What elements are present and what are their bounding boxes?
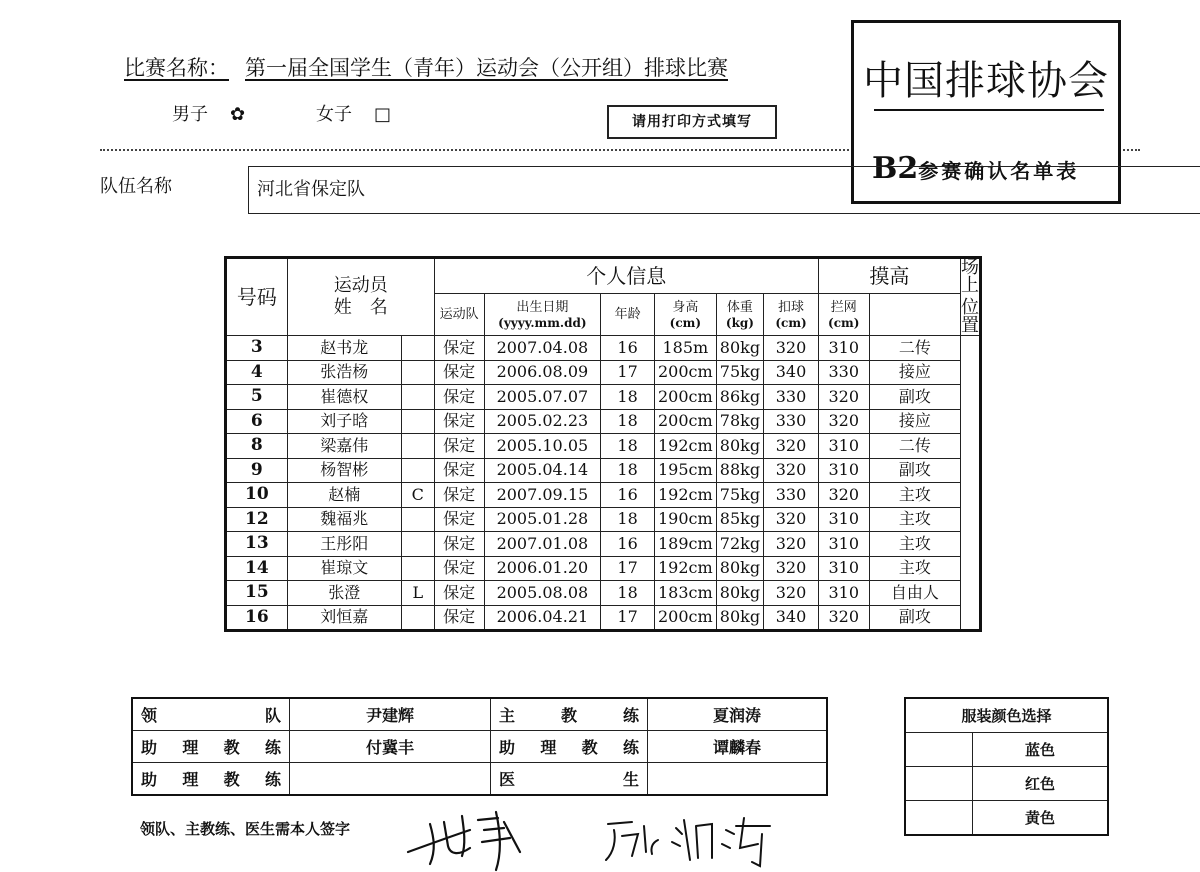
- cell-team: 保定: [434, 360, 484, 385]
- male-option[interactable]: [172, 100, 245, 126]
- header-block: [818, 294, 869, 336]
- assistant2-field[interactable]: 谭麟春: [648, 731, 828, 763]
- table-row: [226, 605, 981, 631]
- cell-spike: 320: [764, 581, 819, 606]
- print-instruction: 请用打印方式填写: [607, 105, 777, 139]
- cell-weight: 75kg: [716, 360, 764, 385]
- cell-age: 17: [601, 360, 655, 385]
- table-row: [226, 556, 981, 581]
- header-team: 运动队: [434, 294, 484, 336]
- cell-weight: 88kg: [716, 458, 764, 483]
- cell-age: 18: [601, 458, 655, 483]
- form-code: B2: [872, 151, 919, 186]
- signature-leader-icon: [408, 812, 520, 870]
- cell-team: 保定: [434, 409, 484, 434]
- cell-team: 保定: [434, 336, 484, 361]
- cell-block: 310: [818, 458, 869, 483]
- cell-spike: 340: [764, 360, 819, 385]
- cell-spike: 320: [764, 507, 819, 532]
- cell-weight: 78kg: [716, 409, 764, 434]
- header-weight: [716, 294, 764, 336]
- leader-field[interactable]: 尹建辉: [290, 698, 491, 731]
- cell-pos: 主攻: [869, 556, 960, 581]
- table-row: [226, 458, 981, 483]
- table-row: [226, 360, 981, 385]
- cell-name: 赵楠: [287, 483, 401, 508]
- cell-name: 杨智彬: [287, 458, 401, 483]
- signature-coach-icon: [606, 818, 770, 866]
- header-height-unit: (cm): [669, 315, 702, 330]
- cell-block: 310: [818, 556, 869, 581]
- uniform-color-table: [904, 697, 1109, 836]
- cell-block: 310: [818, 336, 869, 361]
- cell-role: [401, 409, 434, 434]
- header-height-label: 身高: [672, 299, 699, 315]
- cell-birth: 2006.08.09: [484, 360, 600, 385]
- cell-block: 310: [818, 532, 869, 557]
- cell-no: 10: [226, 483, 288, 508]
- cell-team: 保定: [434, 605, 484, 631]
- cell-weight: 80kg: [716, 556, 764, 581]
- cell-no: 14: [226, 556, 288, 581]
- cell-team: 保定: [434, 385, 484, 410]
- cell-birth: 2007.09.15: [484, 483, 600, 508]
- cell-birth: 2005.10.05: [484, 434, 600, 459]
- cell-no: 12: [226, 507, 288, 532]
- female-option[interactable]: [316, 100, 391, 126]
- table-row: [226, 434, 981, 459]
- header-position: [961, 258, 981, 336]
- cell-birth: 2005.07.07: [484, 385, 600, 410]
- header-block-unit: (cm): [828, 315, 860, 330]
- cell-weight: 75kg: [716, 483, 764, 508]
- cell-no: 13: [226, 532, 288, 557]
- cell-block: 320: [818, 605, 869, 631]
- cell-pos: 副攻: [869, 458, 960, 483]
- table-row: [226, 385, 981, 410]
- cell-pos: 副攻: [869, 385, 960, 410]
- cell-height: 185m: [655, 336, 717, 361]
- header-position-line2: 位置: [961, 297, 979, 336]
- cell-height: 189cm: [655, 532, 717, 557]
- header-birth-label: 出生日期: [516, 299, 569, 315]
- header-weight-unit: (kg): [725, 315, 754, 330]
- cell-pos: 二传: [869, 336, 960, 361]
- cell-height: 200cm: [655, 360, 717, 385]
- cell-spike: 330: [764, 483, 819, 508]
- female-checkbox-icon[interactable]: □: [374, 104, 392, 125]
- cell-no: 9: [226, 458, 288, 483]
- header-number: 号码: [226, 258, 288, 336]
- cell-team: 保定: [434, 507, 484, 532]
- cell-pos: 副攻: [869, 605, 960, 631]
- cell-role: [401, 385, 434, 410]
- cell-weight: 80kg: [716, 434, 764, 459]
- cell-name: 刘恒嘉: [287, 605, 401, 631]
- handwritten-signatures: [400, 800, 780, 872]
- cell-name: 梁嘉伟: [287, 434, 401, 459]
- cell-role: [401, 507, 434, 532]
- cell-block: 320: [818, 483, 869, 508]
- cell-age: 18: [601, 507, 655, 532]
- cell-birth: 2006.04.21: [484, 605, 600, 631]
- signature-note: 领队、主教练、医生需本人签字: [140, 820, 351, 838]
- leader-label: 领队: [132, 698, 290, 731]
- cell-block: 320: [818, 409, 869, 434]
- cell-spike: 320: [764, 336, 819, 361]
- header-birth-format: (yyyy.mm.dd): [498, 315, 587, 330]
- staff-table: [131, 697, 828, 796]
- cell-spike: 320: [764, 532, 819, 557]
- header-personal-info: 个人信息: [434, 258, 818, 294]
- female-label: 女子: [316, 104, 352, 125]
- cell-spike: 320: [764, 556, 819, 581]
- cell-height: 200cm: [655, 409, 717, 434]
- team-name-label: 队伍名称: [100, 176, 172, 197]
- competition-title: [124, 52, 728, 82]
- cell-team: 保定: [434, 556, 484, 581]
- uniform-check-red[interactable]: [905, 767, 973, 801]
- cell-role: [401, 434, 434, 459]
- cell-birth: 2005.08.08: [484, 581, 600, 606]
- association-name: 中国排球协会: [863, 58, 1109, 104]
- cell-birth: 2005.01.28: [484, 507, 600, 532]
- header-athlete-line1: 运动员: [333, 275, 388, 296]
- doctor-field[interactable]: [648, 763, 828, 796]
- cell-birth: 2006.01.20: [484, 556, 600, 581]
- cell-team: 保定: [434, 434, 484, 459]
- competition-name: 第一届全国学生（青年）运动会（公开组）排球比赛: [245, 56, 728, 80]
- assistant1-field[interactable]: 付冀丰: [290, 731, 491, 763]
- uniform-color-yellow: 黄色: [973, 801, 1109, 836]
- cell-block: 310: [818, 507, 869, 532]
- cell-block: 320: [818, 385, 869, 410]
- cell-age: 16: [601, 532, 655, 557]
- assistant2-label: 助理教练: [491, 731, 648, 763]
- table-row: [226, 507, 981, 532]
- team-name-value: 河北省保定队: [257, 179, 365, 200]
- cell-name: 张澄: [287, 581, 401, 606]
- cell-age: 18: [601, 385, 655, 410]
- cell-role: L: [401, 581, 434, 606]
- header-spike-label: 扣球: [778, 299, 805, 315]
- cell-age: 18: [601, 581, 655, 606]
- uniform-color-blue: 蓝色: [973, 733, 1109, 767]
- cell-height: 200cm: [655, 605, 717, 631]
- cell-no: 15: [226, 581, 288, 606]
- header-athlete: [287, 258, 434, 336]
- uniform-title: 服装颜色选择: [905, 698, 1108, 733]
- cell-role: [401, 360, 434, 385]
- cell-height: 192cm: [655, 434, 717, 459]
- cell-age: 17: [601, 605, 655, 631]
- cell-role: C: [401, 483, 434, 508]
- cell-pos: 主攻: [869, 532, 960, 557]
- cell-role: [401, 336, 434, 361]
- cell-height: 183cm: [655, 581, 717, 606]
- cell-age: 18: [601, 409, 655, 434]
- brand-rule: [874, 109, 1104, 111]
- header-height: [655, 294, 717, 336]
- cell-pos: 二传: [869, 434, 960, 459]
- cell-spike: 340: [764, 605, 819, 631]
- header-spike: [764, 294, 819, 336]
- competition-label: 比赛名称：: [124, 56, 229, 80]
- assistant3-label: 助理教练: [132, 763, 290, 796]
- cell-team: 保定: [434, 458, 484, 483]
- cell-pos: 接应: [869, 409, 960, 434]
- cell-block: 310: [818, 581, 869, 606]
- cell-role: [401, 458, 434, 483]
- cell-no: 5: [226, 385, 288, 410]
- table-row: [226, 483, 981, 508]
- header-weight-label: 体重: [726, 299, 753, 315]
- cell-role: [401, 605, 434, 631]
- cell-no: 8: [226, 434, 288, 459]
- cell-weight: 80kg: [716, 581, 764, 606]
- cell-age: 18: [601, 434, 655, 459]
- cell-pos: 主攻: [869, 483, 960, 508]
- head-coach-label: 主教练: [491, 698, 648, 731]
- cell-no: 16: [226, 605, 288, 631]
- cell-age: 16: [601, 336, 655, 361]
- cell-spike: 330: [764, 409, 819, 434]
- cell-height: 195cm: [655, 458, 717, 483]
- cell-name: 崔德权: [287, 385, 401, 410]
- male-checkbox-icon[interactable]: ✿: [230, 104, 246, 125]
- doctor-label: 医生: [491, 763, 648, 796]
- cell-height: 190cm: [655, 507, 717, 532]
- uniform-color-red: 红色: [973, 767, 1109, 801]
- uniform-check-blue[interactable]: [905, 733, 973, 767]
- cell-age: 17: [601, 556, 655, 581]
- cell-name: 张浩杨: [287, 360, 401, 385]
- table-row: [226, 532, 981, 557]
- cell-pos: 主攻: [869, 507, 960, 532]
- cell-spike: 320: [764, 434, 819, 459]
- cell-name: 崔琼文: [287, 556, 401, 581]
- header-reach: 摸高: [818, 258, 960, 294]
- header-block-label: 拦网: [830, 299, 857, 315]
- cell-height: 192cm: [655, 556, 717, 581]
- cell-team: 保定: [434, 581, 484, 606]
- team-name-field[interactable]: [248, 166, 1200, 214]
- form-title-text: 参赛确认名单表: [918, 159, 1080, 183]
- cell-spike: 320: [764, 458, 819, 483]
- cell-height: 192cm: [655, 483, 717, 508]
- uniform-check-yellow[interactable]: [905, 801, 973, 836]
- cell-weight: 85kg: [716, 507, 764, 532]
- cell-birth: 2005.02.23: [484, 409, 600, 434]
- cell-birth: 2005.04.14: [484, 458, 600, 483]
- cell-role: [401, 556, 434, 581]
- header-athlete-line2: 姓 名: [333, 297, 388, 318]
- header-position-line1: 场上: [961, 257, 979, 296]
- table-row: [226, 581, 981, 606]
- cell-no: 6: [226, 409, 288, 434]
- cell-weight: 86kg: [716, 385, 764, 410]
- cell-height: 200cm: [655, 385, 717, 410]
- table-row: [226, 336, 981, 361]
- table-row: [226, 409, 981, 434]
- male-label: 男子: [172, 104, 208, 125]
- header-birth: [484, 294, 600, 336]
- cell-birth: 2007.01.08: [484, 532, 600, 557]
- roster-table: [224, 256, 982, 632]
- cell-birth: 2007.04.08: [484, 336, 600, 361]
- cell-weight: 72kg: [716, 532, 764, 557]
- cell-name: 魏福兆: [287, 507, 401, 532]
- assistant1-label: 助理教练: [132, 731, 290, 763]
- cell-pos: 自由人: [869, 581, 960, 606]
- header-spike-unit: (cm): [775, 315, 807, 330]
- cell-name: 王彤阳: [287, 532, 401, 557]
- cell-spike: 330: [764, 385, 819, 410]
- cell-team: 保定: [434, 483, 484, 508]
- roster-body: [226, 336, 981, 631]
- cell-weight: 80kg: [716, 336, 764, 361]
- cell-block: 310: [818, 434, 869, 459]
- cell-age: 16: [601, 483, 655, 508]
- header-age: 年龄: [601, 294, 655, 336]
- cell-block: 330: [818, 360, 869, 385]
- cell-team: 保定: [434, 532, 484, 557]
- cell-no: 3: [226, 336, 288, 361]
- cell-weight: 80kg: [716, 605, 764, 631]
- cell-name: 刘子晗: [287, 409, 401, 434]
- assistant3-field[interactable]: [290, 763, 491, 796]
- head-coach-field[interactable]: 夏润涛: [648, 698, 828, 731]
- cell-no: 4: [226, 360, 288, 385]
- cell-name: 赵书龙: [287, 336, 401, 361]
- cell-pos: 接应: [869, 360, 960, 385]
- cell-role: [401, 532, 434, 557]
